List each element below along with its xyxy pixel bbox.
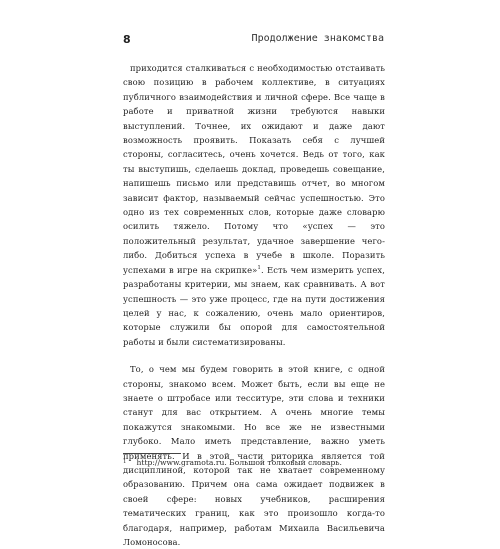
- paragraph-1: [123, 61, 385, 349]
- footnote-reference: 1: [257, 264, 262, 271]
- page-header: [123, 33, 384, 47]
- footnote: [123, 458, 385, 468]
- footnote-text: http://www.gramota.ru. Большой толковый словарь.: [136, 458, 342, 467]
- page-number: 8: [123, 33, 131, 46]
- paragraph-1-text-continued: . Есть чем измерить успех, разработаны критерии, мы знаем, как сравнивать. А вот успешность — это уже процесс, где на пути достижения целей у нас, к сожалению, очень мало ориентиров, которые служили бы опорой для самостоятельной работы и были систематизированы.: [123, 264, 385, 347]
- running-title: Продолжение знакомства: [251, 33, 384, 44]
- footnote-divider: [123, 453, 181, 454]
- paragraph-1-text: приходится сталкиваться с необходимостью отстаивать свою позицию в рабочем коллективе, в ситуациях публичного взаимодействия и личной сфере. Все чаще в работе и приватной жизни требуются навыки выступлений. Точнее, их ожидают и даже дают возможность проявить. Показать себя с лучшей стороны, согласитесь, очень хочется. Ведь от того, как ты выступишь, сделаешь доклад, проведешь совещание, напишешь письмо или представишь отчет, во многом зависит фактор, называемый сейчас успешностью. Это одно из тех современных слов, которые даже словарю осилить тяжело. Потому что «успех — это положительный результат, удачное завершение чего-либо. Добиться успеха в учебе в школе. Поразить успехами в игре на скрипке»: [123, 63, 385, 275]
- paragraph-2: То, о чем мы будем говорить в этой книге, с одной стороны, знакомо всем. Может быть, если вы еще не знаете о штробасе или тесситуре, эти слова и техники станут для вас открытием. А очень многие темы покажутся знакомыми. Но все же не известными глубоко. Мало иметь представление, важно уметь применять. И в этой части риторика является той дисциплиной, которой так не хватает современному образованию. Причем она сама ожидает подвижек в своей сфере: новых учебников, расширения тематических границ, как это произошло когда-то благодаря, например, работам Михаила Васильевича Ломоносова.: [123, 364, 385, 547]
- footnote-marker: 1: [123, 459, 127, 465]
- body-text: [123, 61, 385, 549]
